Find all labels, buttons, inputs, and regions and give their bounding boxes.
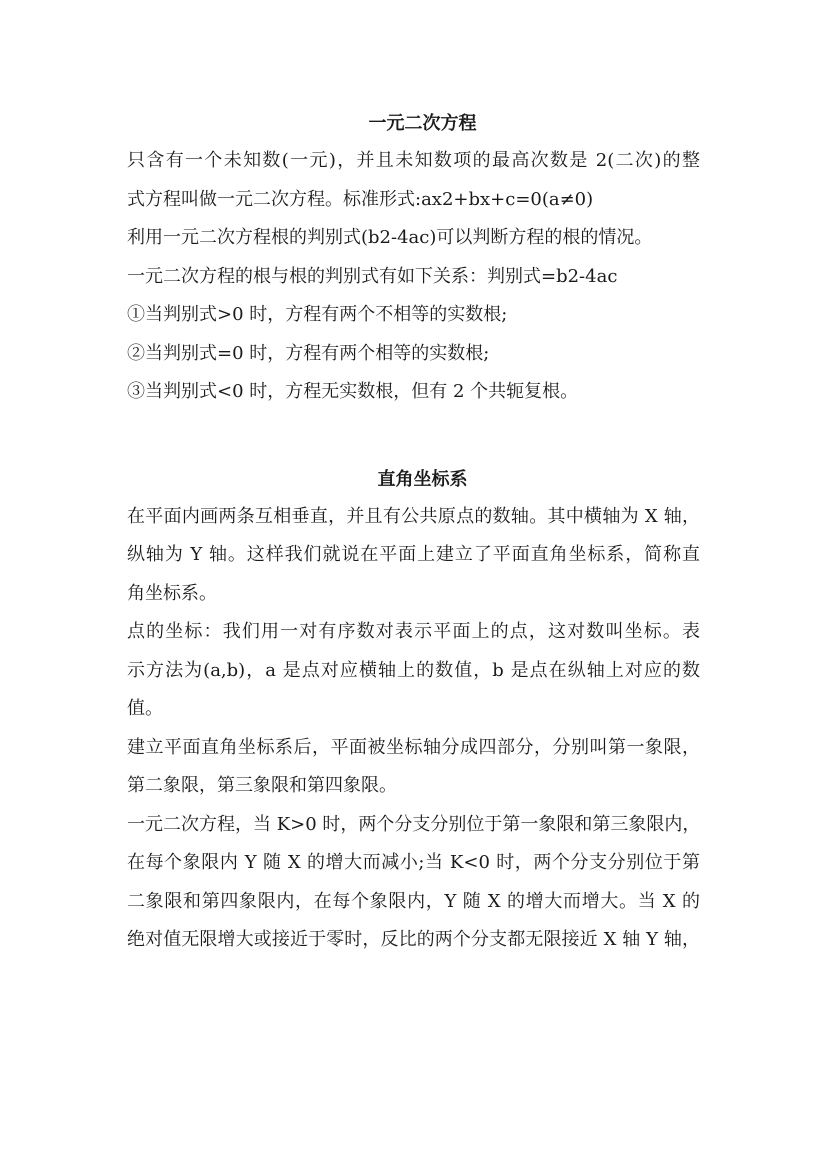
section-body-coordinate-system (127, 498, 700, 960)
paragraph-line: ③当判别式<0 时，方程无实数根，但有 2 个共轭复根。 (127, 381, 579, 402)
paragraph-line: 一元二次方程的根与根的判别式有如下关系：判别式=b2-4ac (127, 265, 618, 287)
paragraph-line: 第二象限，第三象限和第四象限。 (127, 775, 397, 796)
paragraph-line: 值。 (127, 698, 163, 719)
document-content (127, 108, 700, 960)
paragraph-line: 利用一元二次方程根的判别式(b2-4ac)可以判断方程的根的情况。 (127, 227, 653, 248)
paragraph-line: 纵轴为 Y 轴。这样我们就说在平面上建立了平面直角坐标系，简称直 (127, 544, 700, 565)
paragraph-line: 绝对值无限增大或接近于零时，反比的两个分支都无限接近 X 轴 Y 轴， (127, 929, 700, 950)
paragraph-line: 示方法为(a,b)，a 是点对应横轴上的数值，b 是点在纵轴上对应的数 (127, 659, 700, 681)
paragraph-line: 只含有一个未知数(一元)，并且未知数项的最高次数是 2(二次)的整 (127, 150, 700, 171)
section-title-quadratic-equation: 一元二次方程 (368, 113, 477, 134)
paragraph-line: 角坐标系。 (127, 582, 217, 604)
section-title-coordinate-system: 直角坐标系 (377, 468, 468, 490)
paragraph-line: 在平面内画两条互相垂直，并且有公共原点的数轴。其中横轴为 X 轴， (127, 505, 700, 527)
paragraph-line: ①当判别式>0 时，方程有两个不相等的实数根; (127, 304, 508, 325)
paragraph-line: 一元二次方程，当 K>0 时，两个分支分别位于第一象限和第三象限内， (127, 813, 701, 835)
paragraph-line: 式方程叫做一元二次方程。标准形式:ax2+bx+c=0(a≠0) (127, 188, 594, 210)
paragraph-line: 二象限和第四象限内，在每个象限内，Y 随 X 的增大而增大。当 X 的 (127, 890, 700, 912)
paragraph-line: 点的坐标：我们用一对有序数对表示平面上的点，这对数叫坐标。表 (127, 621, 700, 642)
paragraph-line: 在每个象限内 Y 随 X 的增大而减小;当 K<0 时，两个分支分别位于第 (127, 852, 700, 873)
paragraph-line: 建立平面直角坐标系后，平面被坐标轴分成四部分，分别叫第一象限， (127, 736, 700, 758)
paragraph-line: ②当判别式=0 时，方程有两个相等的实数根; (127, 342, 490, 364)
section-body-quadratic-equation (127, 142, 700, 412)
